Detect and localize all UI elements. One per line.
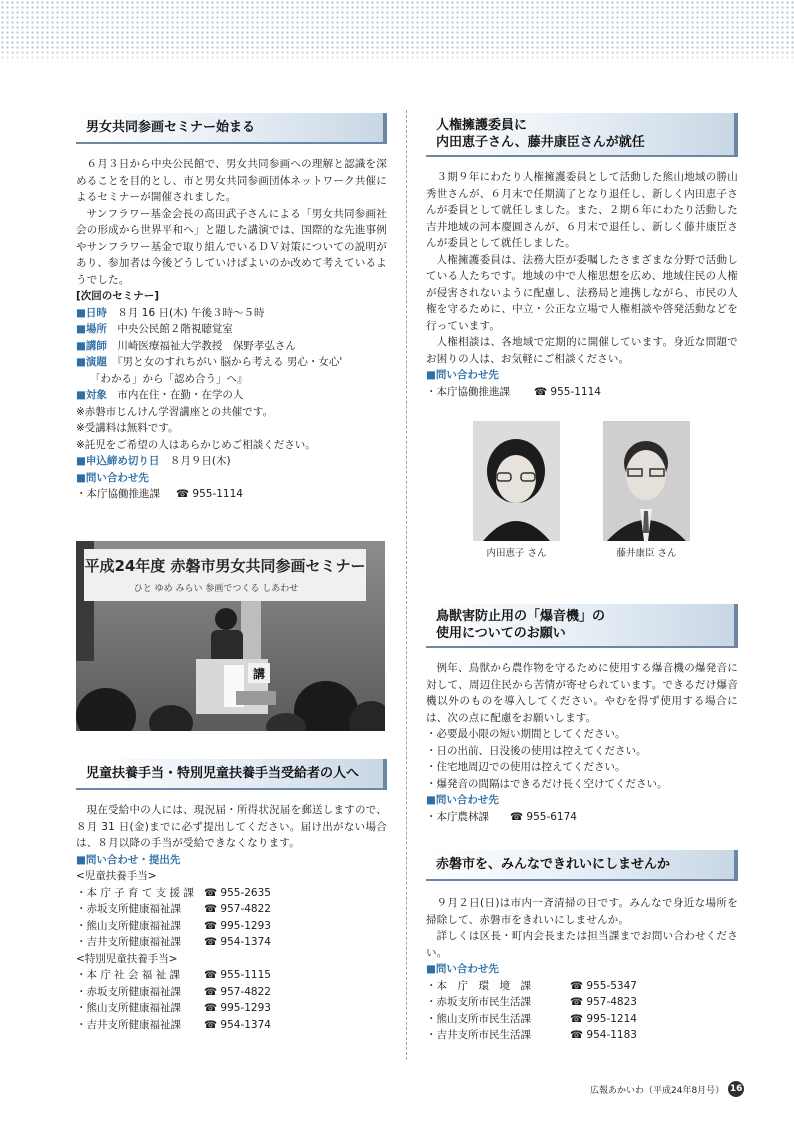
seminar-contact-label: ■問い合わせ先: [76, 471, 149, 484]
banger-bullet-3: ・住宅地周辺での使用は控えてください。: [426, 761, 626, 773]
next-seminar-title: [次回のセミナー]: [76, 290, 160, 302]
page-footer: [590, 1081, 744, 1097]
rights-contact-label: ■問い合わせ先: [426, 369, 499, 381]
child-contact-3: ・熊山支所健康福祉課 ☎ 995-1293: [76, 919, 271, 932]
banger-bullet-1: ・必要最小限の短い期間としてください。: [426, 728, 626, 740]
banger-contact-label: ■問い合わせ先: [426, 794, 499, 806]
clean-para-1: ９月２日(日)は市内一斉清掃の日です。みんなで身近な場所を掃除して、赤磐市をきれいにしませんか。: [426, 897, 738, 926]
rights-section: [426, 113, 738, 400]
detail-lecturer: ■講師 川崎医療福祉大学教授 保野孝弘さん: [76, 339, 296, 352]
clean-contact-3: ・熊山支所市民生活課 ☎ 995-1214: [426, 1012, 637, 1025]
photo-podium-text: 講: [252, 667, 266, 681]
note-2: ※受講料は無料です。: [76, 422, 179, 434]
portrait-fujii: [603, 421, 690, 541]
clean-contact-label: ■問い合わせ先: [426, 963, 499, 975]
caption-uchida: 内田恵子 さん: [486, 548, 547, 559]
seminar-contact: ・本庁協働推進課 ☎ 955-1114: [76, 488, 243, 500]
child-contact-2: ・赤坂支所健康福祉課 ☎ 957-4822: [76, 903, 271, 915]
seminar-photo: [76, 541, 385, 731]
seminar-para-2: サンフラワー基金会長の高田武子さんによる「男女共同参画社会の形成から世界平和へ」と題した講演では、国際的な先進事例やサンフラワー基金で取り組んでいるＤＶ対策についての説明があり、参加者は今後どうしていけばよいのか改めて考えているようでした。: [76, 207, 387, 286]
clean-contact-4: ・吉井支所市民生活課 ☎ 954-1183: [426, 1029, 637, 1041]
caption-fujii: 藤井康臣 さん: [616, 548, 677, 559]
detail-place: ■場所 中央公民館２階視聴覚室: [76, 323, 233, 335]
detail-theme: ■演題 『男と女のすれちがい 脳から考える 男心・女心': [76, 356, 343, 368]
column-divider: [406, 110, 407, 1060]
detail-target: ■対象 市内在住・在勤・在学の人: [76, 389, 244, 401]
clean-para-2: 詳しくは区長・町内会長または担当課までお問い合わせください。: [426, 930, 738, 959]
rights-para-2: 人権擁護委員は、法務大臣が委嘱したさまざまな分野で活動している人たちです。地域の中で人権思想を広め、地域住民の人権が侵害されないように配慮し、法務局と連携しながら、市民の人権を守るために、中立・公正な立場で人権相談や啓発活動などを行っています。: [426, 253, 738, 332]
banger-heading: 鳥獣害防止用の「爆音機」の 使用についてのお願い: [426, 604, 738, 648]
special-contact-3: ・熊山支所健康福祉課 ☎ 995-1293: [76, 1002, 271, 1014]
note-3: ※託児をご希望の人はあらかじめご相談ください。: [76, 438, 316, 451]
seminar-section: [76, 113, 387, 503]
banger-contact: ・本庁農林課 ☎ 955-6174: [426, 810, 577, 823]
child-contact-4: ・吉井支所健康福祉課 ☎ 954-1374: [76, 936, 271, 948]
detail-theme-cont: 「わかる」から「認め合う」へ』: [90, 372, 248, 385]
clean-contact-1: ・本 庁 環 境 課 ☎ 955-5347: [426, 979, 637, 992]
special-contact-2: ・赤坂支所健康福祉課 ☎ 957-4822: [76, 985, 271, 998]
child-group-2: <特別児童扶養手当>: [76, 952, 178, 965]
child-para: 現在受給中の人には、現況届・所得状況届を郵送しますので、８月 31 日(金)までに必ず提出してください。届け出がない場合は、８月以降の手当が受給できなくなります。: [76, 804, 387, 849]
page-number: 16: [728, 1081, 744, 1097]
photo-banner-text: 平成24年度 赤磐市男女共同参画セミナー: [84, 557, 366, 575]
child-allowance-section: [76, 759, 387, 1033]
banger-para: 例年、鳥獣から農作物を守るために使用する爆音機の爆発音に対して、周辺住民から苦情が寄せられています。できるだけ爆音機以外のものを導入してください。やむを得ず使用する場合には、次の点に配慮をお願いします。: [426, 662, 738, 724]
clean-heading: 赤磐市を、みんなできれいにしませんか: [426, 850, 738, 881]
banger-bullet-2: ・日の出前、日没後の使用は控えてください。: [426, 744, 647, 757]
seminar-heading: 男女共同参画セミナー始まる: [76, 113, 387, 144]
rights-para-1: ３期９年にわたり人権擁護委員として活動した熊山地域の勝山秀世さんが、６月末で任期満了となり退任し、新しく内田恵子さんが委員として就任しました。また、２期６年にわたり活動した吉井地域の河本慶圓さんが、６月末で退任し、新しく藤井康臣さんが委員として就任しました。: [426, 171, 738, 249]
rights-heading: 人権擁護委員に 内田恵子さん、藤井康臣さんが就任: [426, 113, 738, 157]
rights-contact: ・本庁協働推進課 ☎ 955-1114: [426, 385, 601, 398]
child-contact-1: ・本 庁 子 育 て 支 援 課 ☎ 955-2635: [76, 886, 271, 899]
header-dot-band: [0, 0, 794, 64]
banger-bullet-4: ・爆発音の間隔はできるだけ長く空けてください。: [426, 777, 668, 790]
footer-publication: 広報あかいわ（平成24年8月号）: [590, 1085, 725, 1096]
special-contact-1: ・本 庁 社 会 福 祉 課 ☎ 955-1115: [76, 969, 271, 981]
portrait-uchida: [473, 421, 560, 541]
child-heading: 児童扶養手当・特別児童扶養手当受給者の人へ: [76, 759, 387, 790]
rights-para-3: 人権相談は、各地域で定期的に開催しています。身近な問題でお困りの人は、お気軽にご相談ください。: [426, 336, 738, 365]
clean-section: [426, 850, 738, 1044]
photo-banner-sub: ひと ゆめ みらい 参画でつくる しあわせ: [133, 584, 299, 594]
clean-contact-2: ・赤坂支所市民生活課 ☎ 957-4823: [426, 996, 637, 1008]
seminar-para-1: ６月３日から中央公民館で、男女共同参画への理解と認識を深めることを目的とし、市と男女共同参画団体ネットワーク共催によるセミナーが開催されました。: [76, 158, 387, 203]
special-contact-4: ・吉井支所健康福祉課 ☎ 954-1374: [76, 1018, 271, 1031]
child-group-1: <児童扶養手当>: [76, 870, 157, 882]
child-contact-label: ■問い合わせ・提出先: [76, 853, 181, 866]
note-1: ※赤磐市じんけん学習講座との共催です。: [76, 405, 273, 418]
detail-date: ■日時 ８月 16 日(木) 午後３時〜５時: [76, 306, 265, 319]
banger-section: [426, 604, 738, 825]
deadline: ■申込締め切り日 ８月９日(木): [76, 455, 231, 467]
